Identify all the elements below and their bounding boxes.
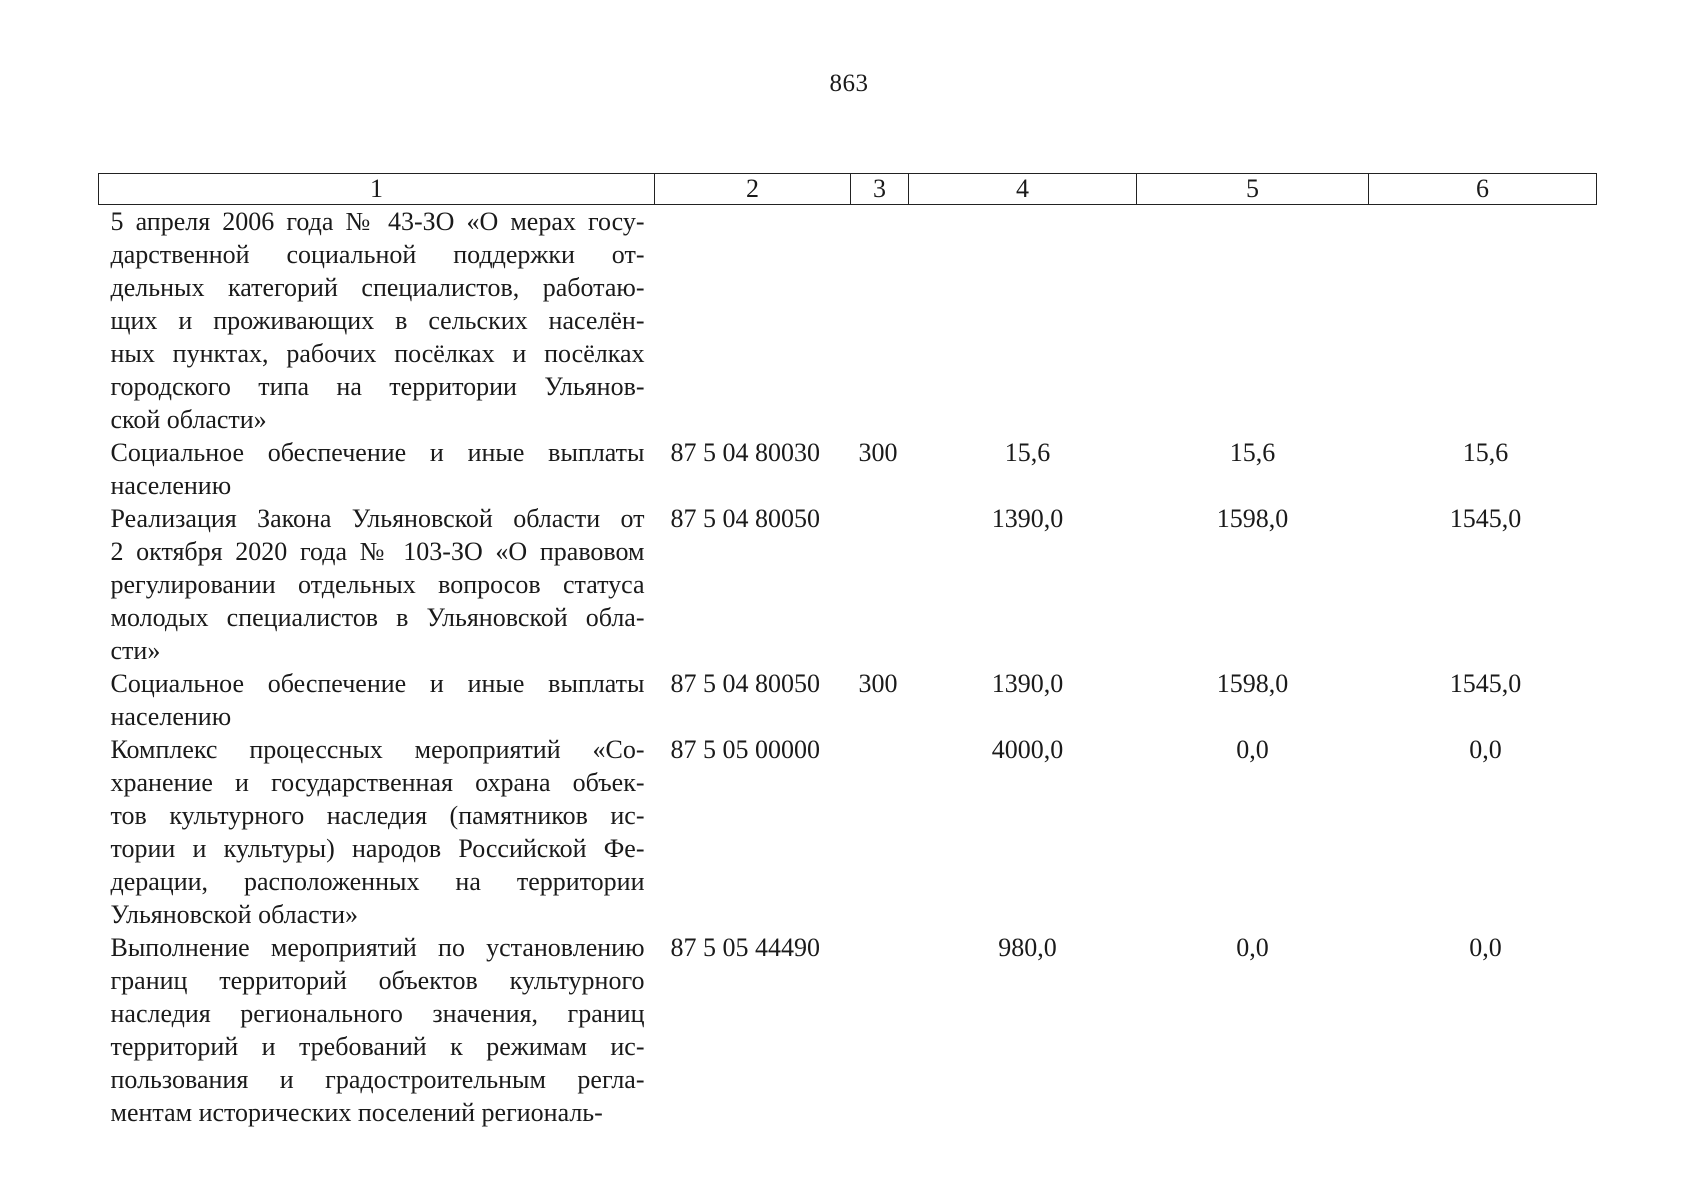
row-value-col5: 1598,0 [1216, 669, 1289, 698]
row-description [99, 931, 655, 1129]
row-code: 87 5 04 80030 [670, 438, 820, 467]
row-description [99, 205, 655, 437]
row-value-col4 [909, 205, 1137, 437]
row-value-col4: 980,0 [998, 933, 1057, 962]
row-code: 87 5 04 80050 [670, 669, 820, 698]
table-row [99, 931, 1597, 1129]
budget-table [98, 173, 1597, 1129]
description-line: сти» [110, 636, 161, 665]
table-row [99, 667, 1597, 733]
description-line: Комплекс процессных мероприятий «Со- [110, 735, 645, 764]
page-number: 863 [829, 70, 869, 97]
row-expense-type: 300 [858, 438, 898, 467]
row-code: 87 5 05 00000 [670, 735, 820, 764]
row-value-col6 [1369, 205, 1597, 437]
row-description [99, 436, 655, 502]
row-value-col5: 0,0 [1236, 735, 1269, 764]
description-line: наследия регионального значения, границ [110, 999, 645, 1028]
row-value-col5: 0,0 [1236, 933, 1269, 962]
column-header-3: 3 [851, 174, 909, 205]
row-expense-type [851, 931, 909, 1129]
row-code: 87 5 04 80050 [670, 504, 820, 533]
row-expense-type [851, 205, 909, 437]
row-value-col6: 1545,0 [1449, 669, 1522, 698]
row-expense-type [851, 733, 909, 931]
column-header-4: 4 [909, 174, 1137, 205]
description-line: щих и проживающих в сельских населён- [110, 306, 645, 335]
row-value-col6: 1545,0 [1449, 504, 1522, 533]
description-line: населению [110, 702, 232, 731]
row-value-col4: 1390,0 [991, 669, 1064, 698]
description-line: пользования и градостроительным регла- [110, 1065, 645, 1094]
description-line: ментам исторических поселений региональ- [110, 1098, 603, 1127]
description-line: Реализация Закона Ульяновской области от [110, 504, 645, 533]
row-code [655, 205, 851, 437]
budget-table-container [98, 173, 1596, 1129]
description-line: 5 апреля 2006 года № 43-ЗО «О мерах госу- [110, 207, 645, 236]
column-header-6: 6 [1369, 174, 1597, 205]
row-value-col4: 1390,0 [991, 504, 1064, 533]
description-line: регулировании отдельных вопросов статуса [110, 570, 645, 599]
description-line: ской области» [110, 405, 267, 434]
column-header-5: 5 [1137, 174, 1369, 205]
description-line: хранение и государственная охрана объек- [110, 768, 645, 797]
row-description [99, 667, 655, 733]
description-line: тов культурного наследия (памятников ис- [110, 801, 645, 830]
description-line: территорий и требований к режимам ис- [110, 1032, 645, 1061]
row-value-col4: 4000,0 [991, 735, 1064, 764]
column-header-2: 2 [655, 174, 851, 205]
row-value-col6: 0,0 [1469, 735, 1502, 764]
row-code: 87 5 05 44490 [670, 933, 820, 962]
row-value-col5 [1137, 205, 1369, 437]
description-line: тории и культуры) народов Российской Фе- [110, 834, 645, 863]
table-row [99, 502, 1597, 667]
description-line: Социальное обеспечение и иные выплаты [110, 669, 645, 698]
row-value-col4: 15,6 [1004, 438, 1051, 467]
table-row [99, 205, 1597, 437]
table-row [99, 733, 1597, 931]
description-line: Ульяновской области» [110, 900, 358, 929]
table-row [99, 436, 1597, 502]
row-value-col6: 0,0 [1469, 933, 1502, 962]
row-value-col5: 1598,0 [1216, 504, 1289, 533]
column-header-1: 1 [99, 174, 655, 205]
description-line: дерации, расположенных на территории [110, 867, 645, 896]
description-line: городского типа на территории Ульянов- [110, 372, 645, 401]
description-line: границ территорий объектов культурного [110, 966, 645, 995]
row-value-col5: 15,6 [1229, 438, 1276, 467]
description-line: дельных категорий специалистов, работаю- [110, 273, 645, 302]
row-description [99, 502, 655, 667]
description-line: Выполнение мероприятий по установлению [110, 933, 645, 962]
row-value-col6: 15,6 [1462, 438, 1509, 467]
description-line: Социальное обеспечение и иные выплаты [110, 438, 645, 467]
row-description [99, 733, 655, 931]
description-line: населению [110, 471, 232, 500]
table-body [99, 205, 1597, 1130]
description-line: молодых специалистов в Ульяновской обла- [110, 603, 645, 632]
description-line: 2 октября 2020 года № 103-ЗО «О правовом [110, 537, 645, 566]
description-line: ных пунктах, рабочих посёлках и посёлках [110, 339, 645, 368]
table-header-row [99, 174, 1597, 205]
row-expense-type: 300 [858, 669, 898, 698]
row-expense-type [851, 502, 909, 667]
description-line: дарственной социальной поддержки от- [110, 240, 645, 269]
